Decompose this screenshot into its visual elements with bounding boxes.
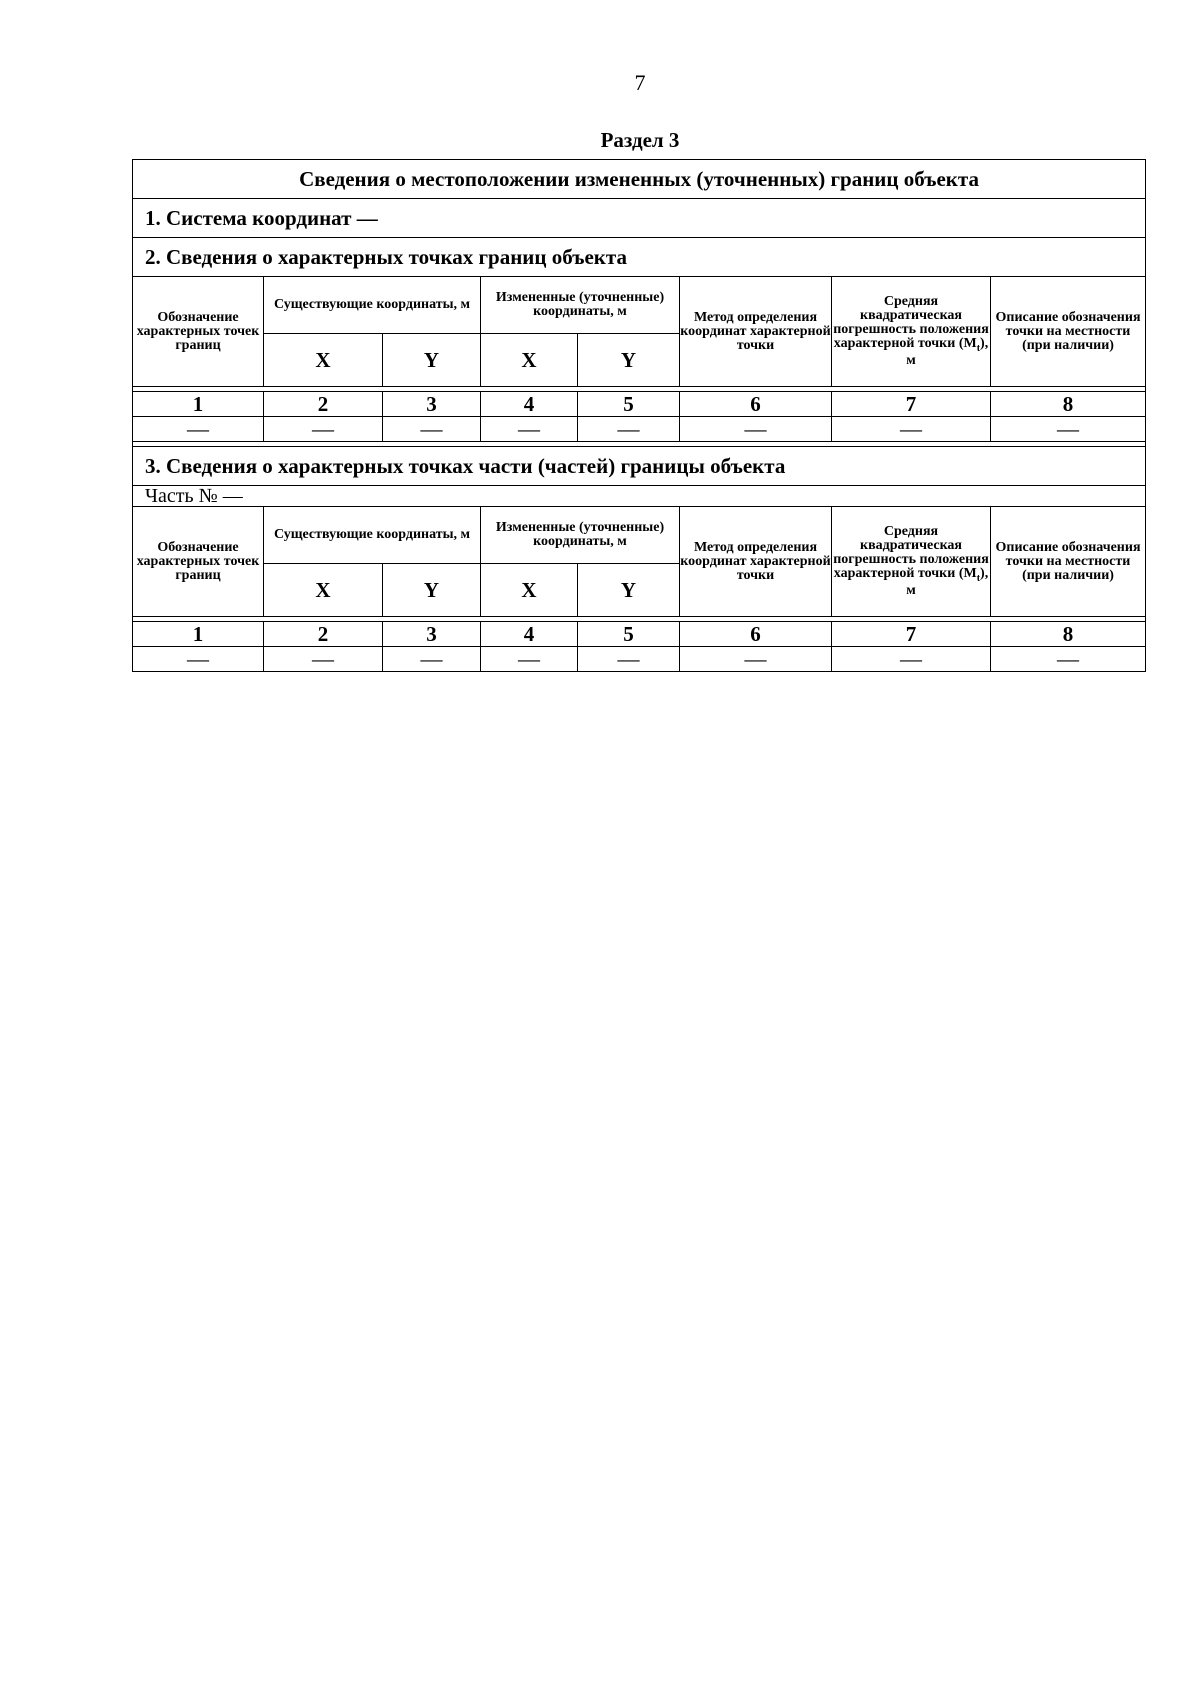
header-mean-error-subscript: t [976,572,981,584]
header-mean-error-subscript: t [976,342,981,354]
header-changed-y: Y [578,334,680,387]
column-number: 3 [383,622,481,647]
header-mean-error-text: Средняя квадратическая погрешность положения характерной точки (M [833,294,989,352]
table-cell: — [991,647,1146,672]
header-mean-error [832,277,991,387]
table-row [133,647,1146,672]
header-description: Описание обозначения точки на местности (при наличии) [991,507,1146,617]
header-method: Метод определения координат характерной точки [680,507,832,617]
header-description: Описание обозначения точки на местности (при наличии) [991,277,1146,387]
column-number: 6 [680,622,832,647]
document-sheet [132,159,1145,672]
table-cell: — [264,647,383,672]
table-cell: — [832,647,991,672]
column-number: 8 [991,622,1146,647]
column-number: 7 [832,622,991,647]
column-number: 1 [133,622,264,647]
table-row [133,417,1146,442]
table-cell: — [383,417,481,442]
column-number: 7 [832,392,991,417]
header-changed-coords: Измененные (уточненные) координаты, м [481,277,680,334]
table-cell: — [481,417,578,442]
header-mean-error-text: Средняя квадратическая погрешность положения характерной точки (M [833,524,989,582]
header-mean-error-unit: ), м [906,566,989,598]
header-method: Метод определения координат характерной точки [680,277,832,387]
table-cell: — [578,647,680,672]
header-existing-coords: Существующие координаты, м [264,277,481,334]
column-number-row [133,392,1146,417]
table-cell: — [680,647,832,672]
header-changed-x: X [481,334,578,387]
column-number: 6 [680,392,832,417]
column-number: 5 [578,622,680,647]
main-title: Сведения о местоположении измененных (уточненных) границ объекта [133,160,1146,199]
table-cell: — [680,417,832,442]
column-number: 5 [578,392,680,417]
boundary-table [132,159,1146,672]
header-point-designation: Обозначение характерных точек границ [133,277,264,387]
section3-title: 3. Сведения о характерных точках части (частей) границы объекта [133,447,1146,486]
section2-title: 2. Сведения о характерных точках границ объекта [133,238,1146,277]
header-mean-error [832,507,991,617]
table-cell: — [383,647,481,672]
header-changed-x: X [481,564,578,617]
table-cell: — [578,417,680,442]
column-number: 3 [383,392,481,417]
table-cell: — [832,417,991,442]
column-number: 2 [264,392,383,417]
table-cell: — [133,647,264,672]
header-changed-y: Y [578,564,680,617]
header-point-designation: Обозначение характерных точек границ [133,507,264,617]
header-existing-y: Y [383,334,481,387]
page-number: 7 [634,70,646,95]
header-existing-x: X [264,334,383,387]
header-existing-x: X [264,564,383,617]
column-number: 4 [481,392,578,417]
column-number: 1 [133,392,264,417]
header-mean-error-unit: ), м [906,336,989,368]
column-number: 8 [991,392,1146,417]
column-number: 2 [264,622,383,647]
table-cell: — [481,647,578,672]
table-cell: — [991,417,1146,442]
section-title: Раздел 3 [600,128,680,152]
column-number: 4 [481,622,578,647]
header-existing-y: Y [383,564,481,617]
header-changed-coords: Измененные (уточненные) координаты, м [481,507,680,564]
coordinate-system: 1. Система координат — [133,199,1146,238]
table-cell: — [133,417,264,442]
table-cell: — [264,417,383,442]
header-existing-coords: Существующие координаты, м [264,507,481,564]
column-number-row [133,622,1146,647]
part-number-label: Часть № — [133,486,1146,507]
